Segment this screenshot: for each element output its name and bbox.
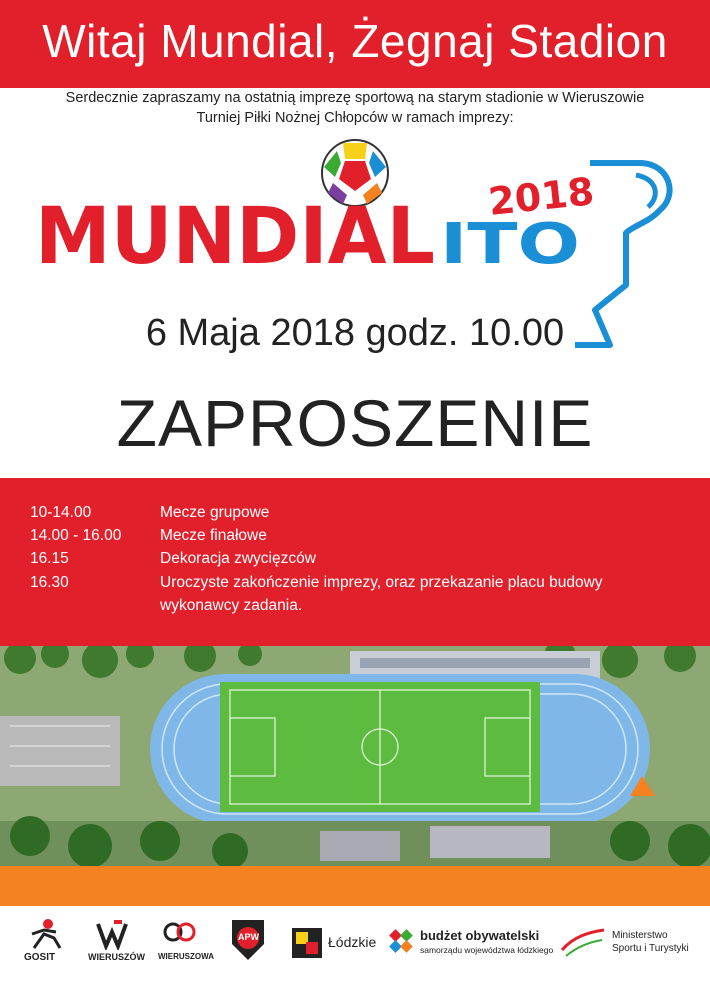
apw-label: APW bbox=[238, 932, 259, 942]
budzet-line1: budżet obywatelski bbox=[420, 928, 540, 943]
wieruszow-logo bbox=[88, 918, 145, 962]
schedule-time: 10-14.00 bbox=[30, 504, 92, 521]
ministry-swoosh-icon bbox=[560, 926, 606, 960]
logo-mundial-text: MUNDIAL bbox=[35, 192, 435, 282]
budzet-line2: samorządu województwa łódzkiego bbox=[420, 945, 554, 955]
rings-emblem-icon bbox=[160, 918, 200, 950]
gosit-logo bbox=[24, 918, 68, 963]
page-title: Witaj Mundial, Żegnaj Stadion bbox=[42, 15, 668, 67]
ministerstwo-line1: Ministerstwo bbox=[612, 930, 668, 941]
wieruszowa-label: WIERUSZOWA bbox=[158, 952, 214, 961]
budzet-diamond-icon bbox=[388, 928, 414, 954]
schedule-desc: Uroczyste zakończenie imprezy, oraz przekazanie placu budowy bbox=[160, 574, 603, 591]
event-date: 6 Maja 2018 godz. 10.00 bbox=[145, 312, 565, 354]
schedule-time: 16.30 bbox=[30, 574, 69, 591]
schedule-panel bbox=[0, 478, 710, 646]
logo-year-text: 2018 bbox=[486, 169, 597, 224]
logo-ito-text: ITO bbox=[440, 212, 580, 277]
w-emblem-icon bbox=[92, 918, 132, 950]
ministerstwo-logo bbox=[560, 926, 689, 964]
schedule-time: 16.15 bbox=[30, 550, 69, 567]
wieruszowa-logo bbox=[158, 918, 214, 961]
ministerstwo-line2: Sportu i Turystyki bbox=[612, 943, 689, 954]
schedule-desc-continued: wykonawcy zadania. bbox=[160, 597, 303, 614]
runner-icon bbox=[24, 918, 68, 950]
intro-line-2: Turniej Piłki Nożnej Chłopców w ramach imprezy: bbox=[196, 110, 514, 126]
lodzkie-label: Łódzkie bbox=[328, 934, 377, 950]
wieruszow-label: WIERUSZÓW bbox=[88, 952, 145, 962]
stadium-aerial-image bbox=[0, 646, 710, 866]
invitation-heading: ZAPROSZENIE bbox=[116, 386, 594, 460]
schedule-desc: Mecze grupowe bbox=[160, 504, 270, 521]
intro-line-1: Serdecznie zapraszamy na ostatnią imprezę sportową na starym stadionie w Wieruszowie bbox=[65, 90, 645, 106]
orange-divider bbox=[0, 866, 710, 906]
schedule-desc: Dekoracja zwycięzców bbox=[160, 550, 316, 567]
gosit-label: GOSIT bbox=[24, 952, 56, 963]
schedule-time: 14.00 - 16.00 bbox=[30, 527, 122, 544]
lodzkie-flag-icon bbox=[292, 928, 322, 958]
budzet-logo bbox=[388, 928, 554, 958]
lodzkie-logo bbox=[292, 928, 377, 962]
schedule-desc: Mecze finałowe bbox=[160, 527, 267, 544]
apw-logo bbox=[228, 918, 268, 966]
